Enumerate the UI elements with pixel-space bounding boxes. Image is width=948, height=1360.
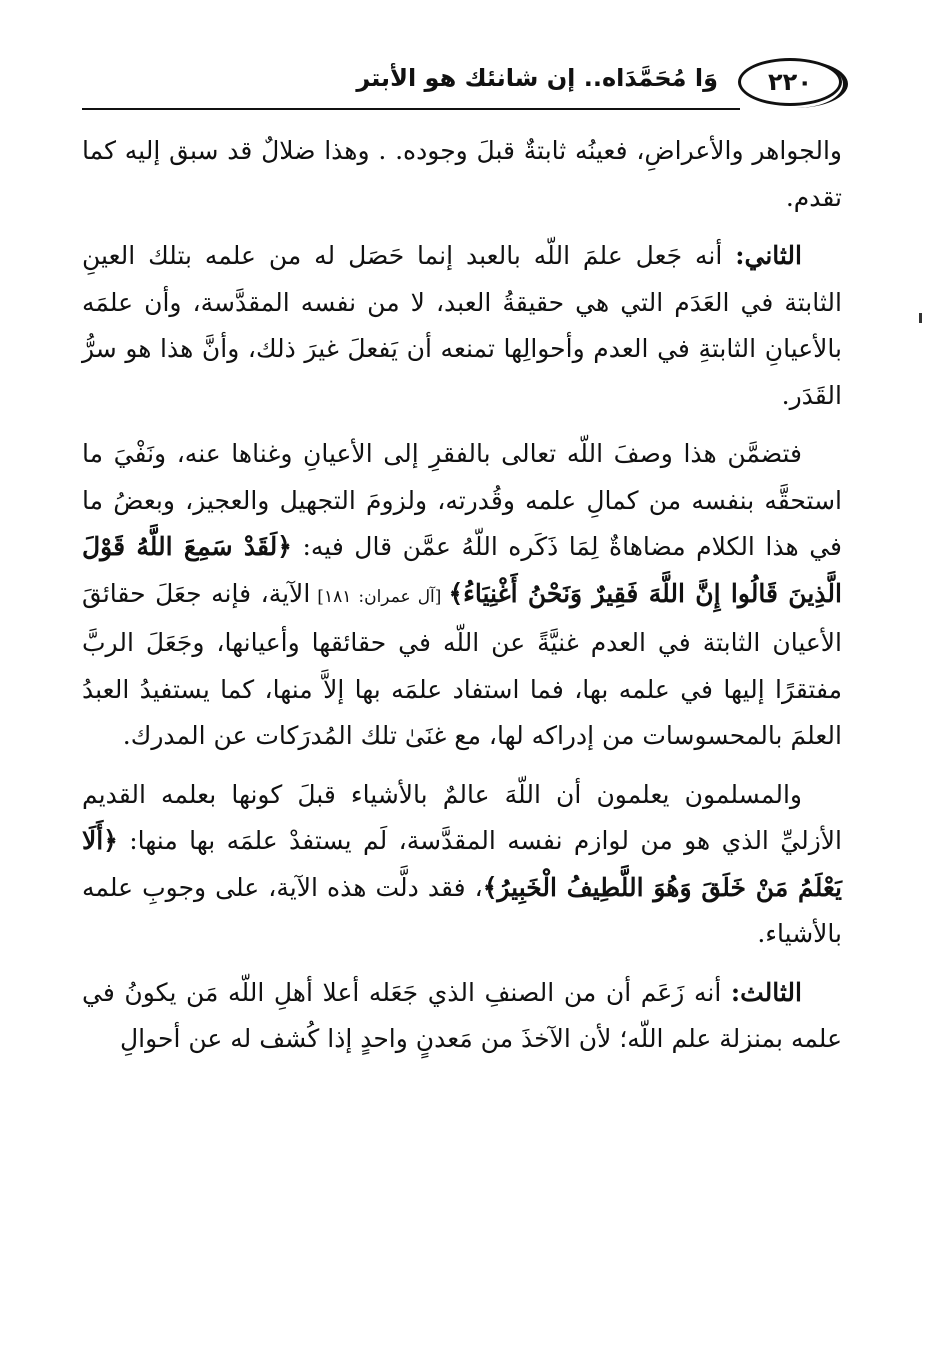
margin-mark [919,313,922,323]
header-rule [82,108,740,110]
quran-verse: ﴿أَلَا يَعْلَمُ مَنْ خَلَقَ وَهُوَ اللَّطِيفُ الْخَبِيرُ﴾ [82,826,842,902]
paragraph-text: ، فقد دلَّت هذه الآية، على وجوبِ علمه بالأشياء. [82,872,842,948]
paragraph-text: أنه زَعَم أن من الصنفِ الذي جَعَله أعلا أهلِ اللّه مَن يكونُ في علمه بمنزلة علم اللّه؛ لأن الآخذَ من مَعدنٍ واحدٍ إذا كُشف له عن أحوالِ [82,977,842,1053]
page-number: ٢٢٠ [768,68,812,96]
paragraph-1 [82,128,842,221]
paragraph-lead: الثاني: [735,241,802,270]
paragraph-2 [82,233,842,419]
page-body [82,128,842,1075]
paragraph-4 [82,772,842,958]
paragraph-3 [82,431,842,760]
page-number-oval [738,58,842,106]
paragraph-text: والمسلمون يعلمون أن اللّهَ عالمٌ بالأشياء قبلَ كونها بعلمه القديم الأزليِّ الذي هو من لوازم نفسه المقدَّسة، لَم يستفدْ علمَه بها منها: [82,779,842,855]
paragraph-text: فتضمَّن هذا وصفَ اللّه تعالى بالفقرِ إلى الأعيانِ وغناها عنه، ونَفْيَ ما استحقَّه بنفسه من كمالِ علمه وقُدرته، ولزومَ التجهيل والعجيز، وبعضُ ما في هذا الكلام مضاهاةٌ لِمَا ذَكَره اللّهُ عمَّن قال فيه: [82,439,843,561]
paragraph-text: والجواهر والأعراضِ، فعينُه ثابتةٌ قبلَ وجوده. . وهذا ضلالٌ قد سبق إليه كما تقدم. [82,136,842,212]
quran-verse: ﴿لَقَدْ سَمِعَ اللَّهُ قَوْلَ الَّذِينَ قَالُوا إِنَّ اللَّهَ فَقِيرٌ وَنَحْنُ أَغْنِيَاءُ﴾ [82,532,842,608]
verse-reference: [آل عمران: ١٨١] [310,586,449,607]
paragraph-text: أنه جَعل علمَ اللّه بالعبد إنما حَصَل له من علمه بتلك العينِ الثابتة في العَدَم التي هي حقيقةُ العبد، لا من نفسه المقدَّسة، وأن علمَه بالأعيانِ الثابتةِ في العدم وأحوالِها تمنعه أن يَفعلَ غيرَ ذلك، وأنَّ هذا هو سرُّ القَدَر. [82,241,842,410]
paragraph-text: الآية، فإنه جعَلَ حقائقَ الأعيان الثابتة في العدم غنيَّةً عن اللّه في حقائقها وأعيانها، وجَعَلَ الربَّ مفتقرًا إليها في علمه بها، فما استفاد علمَه بها إلاَّ منها، كما يستفيدُ العبدُ العلمَ بالمحسوسات من إدراكه لها، مع غنَىٰ تلك المُدرَكات عن المدرك. [82,578,842,750]
page-header [82,52,842,114]
paragraph-lead: الثالث: [730,977,802,1007]
running-title: وَا مُحَمَّدَاه.. إن شانئك هو الأبتر [356,64,718,92]
paragraph-5 [82,970,842,1063]
